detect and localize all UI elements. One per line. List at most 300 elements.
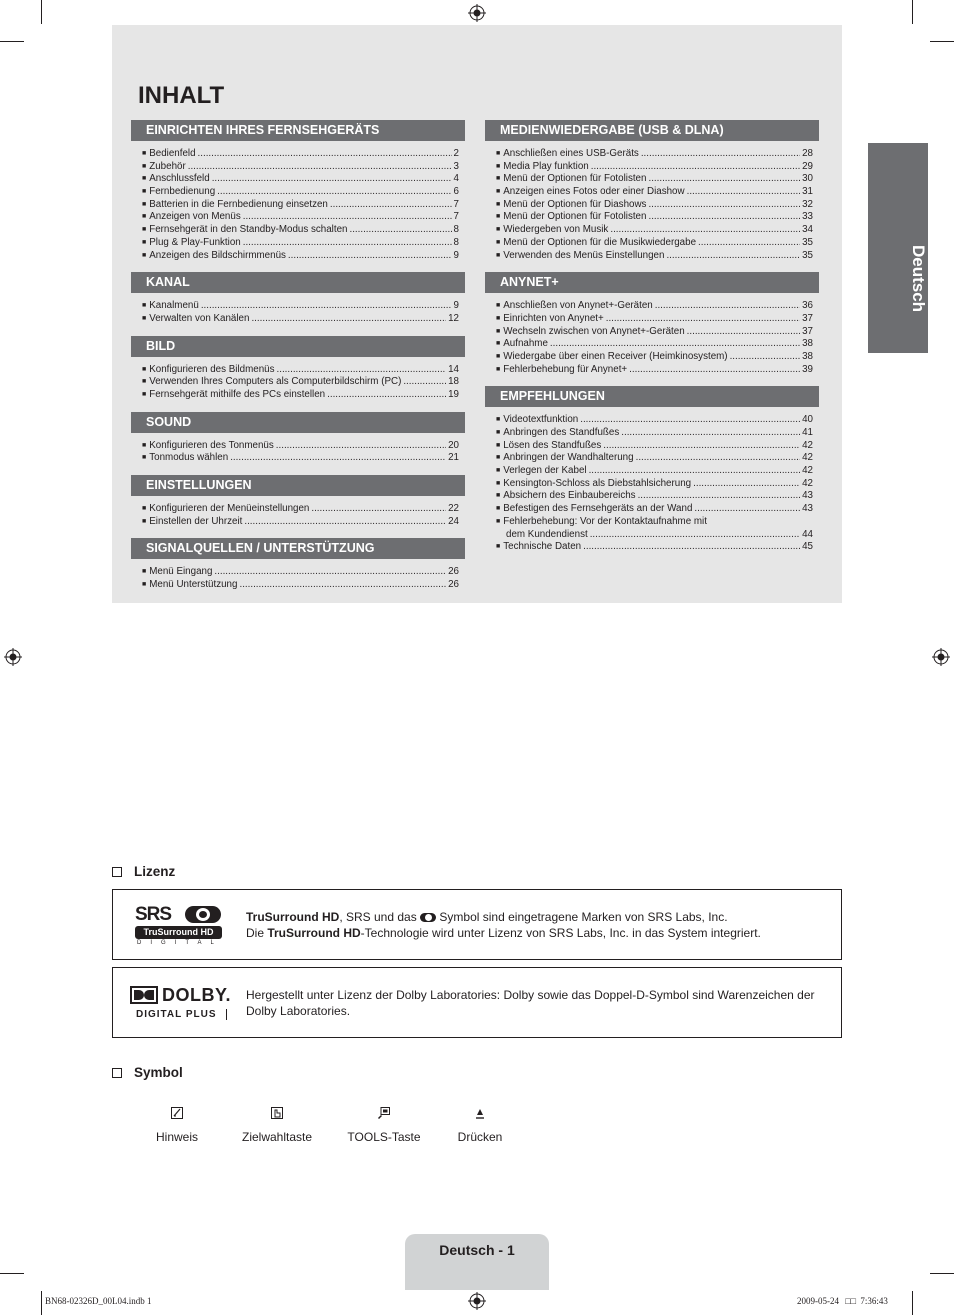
bullet-square-icon: ■ — [142, 162, 147, 170]
crop-mark — [41, 0, 42, 24]
toc-entry-page: 31 — [802, 186, 813, 198]
toc-entry-title: Konfigurieren des Tonmenüs — [149, 439, 274, 451]
toc-entry-title: Kensington-Schloss als Diebstahlsicherung — [503, 477, 692, 489]
toc-entry[interactable] — [496, 211, 813, 224]
toc-entry-page: 14 — [448, 363, 459, 375]
note-icon — [170, 1106, 184, 1120]
toc-entry[interactable] — [142, 389, 459, 402]
toc-entry-title: Konfigurieren des Bildmenüs — [149, 363, 275, 375]
toc-entry[interactable] — [142, 313, 459, 326]
one-touch-button-icon — [270, 1106, 284, 1120]
toc-entry[interactable] — [496, 224, 813, 237]
bullet-square-icon: ■ — [142, 251, 147, 259]
dolby-logo-word: DOLBY. — [162, 985, 232, 1005]
srs-line1-rest: , SRS und das — [339, 910, 417, 924]
toc-entry-title: Anschließen eines USB-Geräts — [503, 148, 639, 159]
toc-entry[interactable] — [496, 250, 813, 263]
toc-leader-dots — [583, 541, 800, 554]
toc-entry-title: Anzeigen von Menüs — [149, 211, 241, 223]
toc-entry-title: Fehlerbehebung für Anynet+ — [503, 363, 628, 375]
srs-line1-end: Symbol sind eingetragene Marken von SRS Labs, Inc. — [439, 910, 728, 924]
crop-mark — [0, 41, 24, 42]
toc-entry[interactable] — [496, 313, 813, 326]
toc-entry-title: Verwenden Ihres Computers als Computerbildschirm (PC) — [149, 376, 402, 388]
toc-section — [131, 538, 465, 591]
dolby-logo-sub: DIGITAL PLUS — [136, 1009, 217, 1020]
crop-mark — [930, 1273, 954, 1274]
checkbox-square-icon — [112, 867, 122, 877]
toc-leader-dots — [641, 148, 800, 161]
toc-entry-page: 2 — [453, 148, 459, 159]
toc-entry[interactable] — [496, 465, 813, 478]
dolby-license-box — [112, 967, 842, 1038]
toc-entry[interactable] — [142, 250, 459, 263]
toc-leader-dots — [288, 250, 452, 263]
toc-section-header: ANYNET+ — [485, 272, 819, 293]
toc-entry-page: 28 — [802, 148, 813, 159]
toc-entry[interactable] — [142, 224, 459, 237]
srs-line2-start: Die — [246, 926, 268, 940]
toc-entry-page: 42 — [802, 477, 813, 489]
toc-section — [131, 120, 465, 262]
toc-entry-title: Batterien in die Fernbedienung einsetzen — [149, 198, 328, 210]
toc-entry-title: Anbringen der Wandhalterung — [503, 452, 634, 464]
toc-entry-page: 38 — [802, 338, 813, 350]
toc-entry-page: 4 — [453, 173, 459, 185]
toc-entry[interactable] — [142, 148, 459, 161]
toc-entry-page: 18 — [448, 376, 459, 388]
bullet-square-icon: ■ — [496, 340, 501, 348]
srs-bold-brand: TruSurround HD — [246, 910, 340, 924]
bullet-square-icon: ■ — [142, 314, 147, 322]
toc-section — [131, 475, 465, 528]
toc-section-header: EINRICHTEN IHRES FERNSEHGERÄTS — [131, 120, 465, 141]
toc-section-header: SOUND — [131, 412, 465, 433]
toc-leader-dots — [687, 186, 801, 199]
toc-section — [485, 386, 819, 554]
toc-entry[interactable] — [142, 161, 459, 174]
srs-license-text — [246, 909, 836, 941]
toc-entry-page: 22 — [448, 503, 459, 514]
toc-entry[interactable] — [496, 427, 813, 440]
toc-section — [131, 272, 465, 325]
bullet-square-icon: ■ — [496, 517, 501, 525]
toc-leader-dots — [610, 224, 800, 237]
toc-entry-page: 8 — [453, 224, 459, 236]
toc-entry-title: Tonmodus wählen — [149, 452, 229, 464]
toc-entry-page: 20 — [448, 439, 459, 451]
toc-section-items — [131, 300, 465, 325]
toc-leader-dots — [698, 237, 800, 250]
toc-entry-title: Anzeigen eines Fotos oder einer Diashow — [503, 186, 685, 198]
dolby-digital-plus-logo — [130, 986, 230, 1026]
toc-entry-page: 29 — [802, 160, 813, 172]
checkbox-square-icon — [112, 1068, 122, 1078]
bullet-square-icon: ■ — [496, 150, 501, 157]
dolby-logo-bar — [226, 1009, 227, 1020]
toc-entry-page: 34 — [802, 224, 813, 236]
toc-entry[interactable] — [496, 338, 813, 351]
toc-entry-title: Menü der Optionen für Diashows — [503, 198, 647, 210]
toc-entry-title: Befestigen des Fernsehgeräts an der Wand — [503, 503, 693, 515]
footer-garbled: □□ — [845, 1296, 857, 1306]
toc-entry-page: 9 — [453, 300, 459, 312]
toc-entry-title: dem Kundendienst — [506, 528, 588, 540]
bullet-square-icon: ■ — [142, 568, 147, 576]
bullet-square-icon: ■ — [496, 454, 501, 462]
toc-entry-page: 7 — [453, 198, 459, 210]
bullet-square-icon: ■ — [496, 200, 501, 208]
press-icon — [473, 1106, 487, 1120]
bullet-square-icon: ■ — [142, 365, 147, 373]
toc-leader-dots — [687, 326, 800, 339]
toc-entry-title: Plug & Play-Funktion — [149, 236, 241, 248]
toc-entry-title: Einstellen der Uhrzeit — [149, 515, 243, 527]
srs-logo-word: SRS — [135, 904, 172, 925]
toc-leader-dots — [550, 338, 800, 351]
toc-section-items — [485, 414, 819, 554]
toc-section-items — [131, 148, 465, 262]
toc-section-header: SIGNALQUELLEN / UNTERSTÜTZUNG — [131, 538, 465, 559]
bullet-square-icon: ■ — [496, 314, 501, 322]
toc-leader-dots — [201, 300, 452, 313]
toc-entry-page: 38 — [802, 350, 813, 362]
bullet-square-icon: ■ — [496, 365, 501, 373]
toc-entry-page: 42 — [802, 439, 813, 451]
symbol-item-press — [435, 1106, 525, 1144]
toc-leader-dots — [730, 351, 801, 364]
toc-entry-page: 44 — [802, 528, 813, 540]
toc-leader-dots — [694, 503, 800, 516]
toc-entry[interactable] — [496, 186, 813, 199]
dolby-double-d-icon — [130, 986, 158, 1004]
srs-inline-symbol-icon — [420, 913, 436, 922]
bullet-square-icon: ■ — [142, 226, 147, 234]
toc-entry[interactable] — [142, 199, 459, 212]
bullet-square-icon: ■ — [142, 581, 147, 589]
toc-entry-title: Menü der Optionen für die Musikwiedergabe — [503, 236, 697, 248]
bullet-square-icon: ■ — [142, 150, 147, 157]
toc-entry-page: 43 — [802, 503, 813, 515]
toc-leader-dots — [214, 566, 446, 579]
toc-entry[interactable] — [142, 211, 459, 224]
toc-entry[interactable] — [496, 541, 813, 554]
toc-entry-page: 39 — [802, 363, 813, 375]
bullet-square-icon: ■ — [496, 238, 501, 246]
dolby-license-text: Hergestellt unter Lizenz der Dolby Laboratories: Dolby sowie das Doppel-D-Symbol sind Warenzeichen der Dolby Laboratories. — [246, 988, 815, 1018]
toc-leader-dots — [230, 452, 446, 465]
toc-entry-page: 12 — [448, 312, 459, 324]
toc-entry[interactable] — [142, 376, 459, 389]
lizenz-heading-text: Lizenz — [134, 864, 176, 879]
toc-leader-dots — [188, 161, 452, 174]
crop-mark — [930, 41, 954, 42]
symbol-label: Drücken — [457, 1130, 503, 1144]
toc-entry-page: 42 — [802, 452, 813, 464]
toc-entry[interactable] — [142, 364, 459, 377]
bullet-square-icon: ■ — [496, 441, 501, 449]
toc-entry[interactable] — [496, 199, 813, 212]
toc-leader-dots — [244, 516, 446, 529]
toc-entry[interactable] — [496, 237, 813, 250]
symbol-label: Hinweis — [155, 1130, 198, 1144]
toc-entry[interactable] — [496, 529, 813, 542]
toc-section-header: EMPFEHLUNGEN — [485, 386, 819, 407]
toc-entry-page: 24 — [448, 515, 459, 527]
toc-entry-title: Wiedergabe über einen Receiver (Heimkinosystem) — [503, 350, 728, 362]
toc-entry[interactable] — [142, 237, 459, 250]
toc-leader-dots — [327, 389, 446, 402]
toc-leader-dots — [403, 376, 446, 389]
bullet-square-icon: ■ — [142, 454, 147, 462]
symbol-item-one-touch — [232, 1106, 322, 1144]
toc-entry[interactable] — [496, 516, 813, 529]
toc-leader-dots — [580, 414, 800, 427]
toc-leader-dots — [311, 503, 446, 516]
footer-date-value: 2009-05-24 — [797, 1296, 839, 1306]
toc-entry[interactable] — [496, 414, 813, 427]
toc-entry-title: Menü Eingang — [149, 566, 213, 578]
toc-entry-title: Fernsehgerät mithilfe des PCs einstellen — [149, 388, 326, 400]
registration-mark-icon — [468, 1292, 486, 1310]
toc-entry-page: 26 — [448, 579, 459, 591]
toc-entry[interactable] — [496, 173, 813, 186]
footer-file: BN68-02326D_00L04.indb 1 — [45, 1296, 152, 1306]
crop-mark — [41, 1291, 42, 1315]
toc-entry[interactable] — [496, 300, 813, 313]
toc-entry-title: Verwenden des Menüs Einstellungen — [503, 249, 665, 261]
toc-leader-dots — [606, 313, 800, 326]
toc-leader-dots — [330, 199, 452, 212]
toc-entry-page: 36 — [802, 300, 813, 312]
toc-section — [131, 412, 465, 465]
bullet-square-icon: ■ — [496, 467, 501, 475]
bullet-square-icon: ■ — [142, 302, 147, 310]
srs-line2-rest: -Technologie wird unter Lizenz von SRS Labs, Inc. in das System integriert. — [360, 926, 761, 940]
toc-section-items — [131, 566, 465, 591]
footer-time: 7:36:43 — [860, 1296, 888, 1306]
toc-entry-title: Aufnahme — [503, 338, 548, 350]
toc-entry-title: Media Play funktion — [503, 160, 589, 172]
toc-entry-title: Anzeigen des Bildschirmmenüs — [149, 249, 286, 261]
toc-entry-page: 33 — [802, 211, 813, 223]
toc-entry-page: 41 — [802, 427, 813, 438]
toc-leader-dots — [243, 211, 452, 224]
bullet-square-icon: ■ — [496, 213, 501, 221]
toc-entry-page: 40 — [802, 414, 813, 426]
toc-entry[interactable] — [142, 566, 459, 579]
toc-entry[interactable] — [496, 364, 813, 377]
srs-license-box — [112, 889, 842, 960]
toc-entry-page: 9 — [453, 249, 459, 261]
toc-entry[interactable] — [142, 516, 459, 529]
toc-entry-title: Videotextfunktion — [503, 414, 579, 426]
toc-entry[interactable] — [496, 452, 813, 465]
crop-mark — [0, 1273, 24, 1274]
toc-entry[interactable] — [142, 300, 459, 313]
toc-entry-title: Absichern des Einbaubereichs — [503, 490, 636, 502]
toc-entry-page: 37 — [802, 325, 813, 337]
bullet-square-icon: ■ — [496, 492, 501, 500]
toc-section-header: EINSTELLUNGEN — [131, 475, 465, 496]
toc-leader-dots — [217, 186, 451, 199]
toc-leader-dots — [243, 237, 452, 250]
toc-entry-page: 35 — [802, 249, 813, 261]
bullet-square-icon: ■ — [142, 238, 147, 246]
bullet-square-icon: ■ — [142, 378, 147, 386]
toc-entry-title: Einrichten von Anynet+ — [503, 312, 604, 324]
bullet-square-icon: ■ — [142, 517, 147, 525]
toc-leader-dots — [648, 211, 800, 224]
toc-right-column — [485, 120, 819, 564]
toc-entry-title: Anbringen des Standfußes — [503, 427, 620, 438]
bullet-square-icon: ■ — [496, 162, 501, 170]
bullet-square-icon: ■ — [496, 251, 501, 259]
page-number-label: Deutsch - 1 — [439, 1242, 515, 1258]
toc-entry[interactable] — [142, 503, 459, 516]
crop-mark — [912, 0, 913, 24]
toc-leader-dots — [655, 300, 800, 313]
toc-entry[interactable] — [496, 148, 813, 161]
toc-entry-page: 8 — [453, 236, 459, 248]
toc-entry[interactable] — [142, 173, 459, 186]
toc-entry[interactable] — [496, 326, 813, 339]
toc-section-items — [485, 300, 819, 376]
srs-logo-pill: TruSurround HD — [135, 926, 222, 939]
toc-entry[interactable] — [496, 503, 813, 516]
toc-leader-dots — [603, 440, 800, 453]
toc-section — [485, 120, 819, 262]
toc-leader-dots — [212, 173, 452, 186]
toc-leader-dots — [638, 490, 801, 503]
registration-mark-icon — [932, 648, 950, 666]
bullet-square-icon: ■ — [496, 352, 501, 360]
toc-entry-page: 3 — [453, 160, 459, 172]
toc-entry-title: Technische Daten — [503, 541, 582, 553]
bullet-square-icon: ■ — [496, 226, 501, 234]
toc-entry[interactable] — [496, 478, 813, 491]
lizenz-heading — [112, 864, 175, 879]
toc-entry-page: 19 — [448, 388, 459, 400]
toc-entry-page: 7 — [453, 211, 459, 223]
symbol-heading — [112, 1065, 183, 1080]
toc-leader-dots — [648, 173, 800, 186]
toc-entry-title: Fernsehgerät in den Standby-Modus schalten — [149, 224, 348, 236]
page-title: INHALT — [138, 82, 225, 109]
toc-entry-title: Bedienfeld — [149, 148, 196, 159]
bullet-square-icon: ■ — [496, 479, 501, 487]
symbol-label: Zielwahltaste — [241, 1130, 313, 1144]
symbol-item-note — [132, 1106, 222, 1144]
tools-button-icon — [377, 1106, 391, 1120]
toc-section-header: MEDIENWIEDERGABE (USB & DLNA) — [485, 120, 819, 141]
toc-leader-dots — [693, 478, 800, 491]
toc-section — [485, 272, 819, 376]
footer-date — [797, 1296, 888, 1306]
toc-section-header: KANAL — [131, 272, 465, 293]
toc-entry-page: 45 — [802, 541, 813, 553]
toc-entry-title: Fehlerbehebung: Vor der Kontaktaufnahme mit — [503, 515, 707, 527]
toc-entry[interactable] — [496, 161, 813, 174]
toc-entry-title: Verlegen der Kabel — [503, 465, 587, 477]
bullet-square-icon: ■ — [496, 175, 501, 183]
toc-entry-page: 35 — [802, 236, 813, 248]
srs-license-line-1 — [246, 909, 836, 925]
toc-leader-dots — [239, 579, 446, 592]
toc-section-items — [131, 440, 465, 465]
bullet-square-icon: ■ — [496, 505, 501, 513]
toc-entry[interactable] — [142, 579, 459, 592]
toc-entry-title: Konfigurieren der Menüeinstellungen — [149, 503, 310, 514]
toc-leader-dots — [276, 440, 446, 453]
bullet-square-icon: ■ — [496, 327, 501, 335]
srs-license-line-2 — [246, 925, 836, 941]
toc-entry[interactable] — [142, 440, 459, 453]
symbol-heading-text: Symbol — [134, 1065, 183, 1080]
bullet-square-icon: ■ — [142, 188, 147, 196]
toc-entry-title: Fernbedienung — [149, 186, 216, 198]
toc-leader-dots — [349, 224, 451, 237]
toc-entry[interactable] — [496, 440, 813, 453]
symbol-label: TOOLS-Taste — [347, 1130, 421, 1144]
toc-entry-page: 21 — [448, 452, 459, 464]
toc-leader-dots — [198, 148, 452, 161]
toc-entry-title: Lösen des Standfußes — [503, 439, 602, 451]
toc-entry-page: 26 — [448, 566, 459, 578]
registration-mark-icon — [4, 648, 22, 666]
toc-left-column — [131, 120, 465, 602]
registration-mark-icon — [468, 4, 486, 22]
toc-entry[interactable] — [142, 452, 459, 465]
toc-entry-title: Verwalten von Kanälen — [149, 312, 250, 324]
toc-entry[interactable] — [496, 351, 813, 364]
srs-circle-symbol-icon — [185, 906, 221, 923]
srs-trusurround-logo — [135, 904, 225, 948]
bullet-square-icon: ■ — [142, 213, 147, 221]
toc-section-items — [485, 148, 819, 262]
toc-entry-page: 30 — [802, 173, 813, 185]
toc-entry-title: Wiedergeben von Musik — [503, 224, 609, 236]
toc-entry-page: 42 — [802, 465, 813, 477]
toc-leader-dots — [277, 364, 447, 377]
bullet-square-icon: ■ — [142, 505, 147, 512]
bullet-square-icon: ■ — [496, 429, 501, 436]
srs-logo-sub: DIGITAL — [137, 940, 223, 946]
toc-leader-dots — [666, 250, 800, 263]
toc-entry-title: Menü der Optionen für Fotolisten — [503, 173, 647, 185]
toc-entry-title: Menü Unterstützung — [149, 579, 238, 591]
bullet-square-icon: ■ — [496, 543, 501, 551]
toc-leader-dots — [589, 465, 801, 478]
bullet-square-icon: ■ — [496, 188, 501, 196]
bullet-square-icon: ■ — [496, 302, 501, 310]
bullet-square-icon: ■ — [142, 390, 147, 398]
srs-bold-brand-2: TruSurround HD — [267, 926, 361, 940]
bullet-square-icon: ■ — [142, 200, 147, 208]
toc-entry-title: Menü der Optionen für Fotolisten — [503, 211, 647, 223]
crop-mark — [912, 1291, 913, 1315]
toc-section-header: BILD — [131, 336, 465, 357]
toc-entry[interactable] — [496, 490, 813, 503]
toc-entry-page: 37 — [802, 312, 813, 324]
toc-leader-dots — [648, 199, 800, 212]
toc-leader-dots — [636, 452, 801, 465]
bullet-square-icon: ■ — [142, 175, 147, 183]
toc-leader-dots — [590, 529, 800, 542]
toc-entry[interactable] — [142, 186, 459, 199]
toc-entry-title: Kanalmenü — [149, 300, 199, 312]
toc-section — [131, 336, 465, 402]
